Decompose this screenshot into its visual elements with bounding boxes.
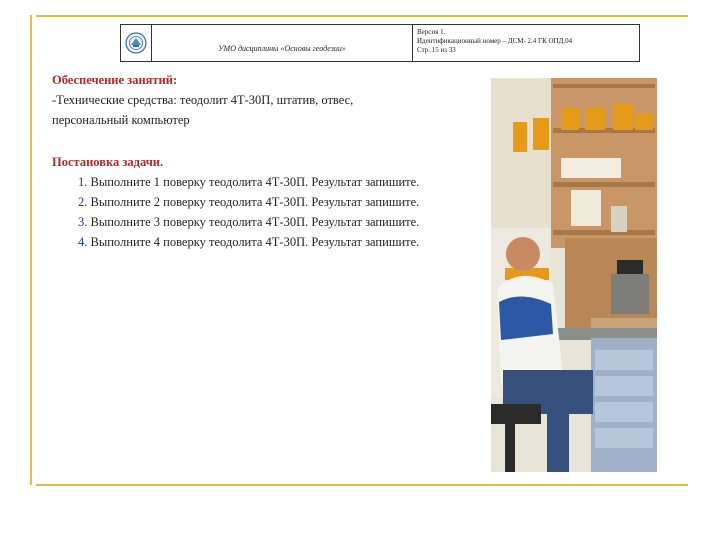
task-number: 4. <box>78 235 88 249</box>
task-number: 1. <box>78 175 88 189</box>
header-title: УМО дисциплины «Основы геодезии» <box>152 25 413 61</box>
bottom-rule <box>36 484 688 486</box>
task-item <box>78 172 492 192</box>
resources-line: -Технические средства: теодолит 4Т-30П, штатив, отвес, <box>52 93 354 107</box>
left-rule <box>30 15 32 485</box>
main-content <box>52 70 492 252</box>
header-meta <box>413 25 639 61</box>
task-text: Выполните 1 поверку теодолита 4Т-30П. Результат запишите. <box>90 175 420 189</box>
section-heading-task: Постановка задачи. <box>52 155 164 169</box>
task-list <box>52 172 492 252</box>
top-rule <box>36 15 688 17</box>
task-text: Выполните 3 поверку теодолита 4Т-30П. Результат запишите. <box>90 215 420 229</box>
page-number: Стр. 15 из 33 <box>417 46 456 54</box>
task-text: Выполните 4 поверку теодолита 4Т-30П. Результат запишите. <box>90 235 420 249</box>
university-emblem-icon <box>121 25 152 61</box>
task-number: 3. <box>78 215 88 229</box>
document-header <box>120 24 640 62</box>
lab-photo <box>491 78 657 472</box>
task-text: Выполните 2 поверку теодолита 4Т-30П. Результат запишите. <box>90 195 420 209</box>
task-item <box>78 232 492 252</box>
resources-line: персональный компьютер <box>52 113 190 127</box>
task-item <box>78 212 492 232</box>
section-heading-resources: Обеспечение занятий: <box>52 73 178 87</box>
document-id: Идентификационный номер – ДСМ- 2.4 ГК ОПД.04 <box>417 37 573 45</box>
version-label: Версия 1. <box>417 28 446 36</box>
task-item <box>78 192 492 212</box>
task-number: 2. <box>78 195 88 209</box>
